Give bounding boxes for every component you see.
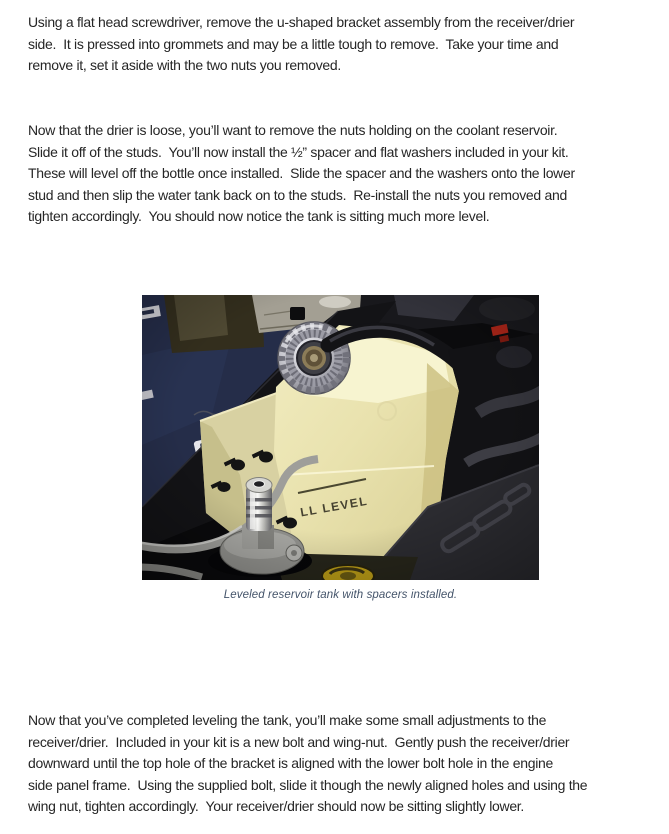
text-line: receiver/drier. Included in your kit is a new bolt and wing-nut. Gently push the receiver/drier	[28, 733, 570, 750]
text-line: Now that you’ve completed leveling the tank, you’ll make some small adjustments to the	[28, 712, 547, 728]
engine-bay-photo-graphic	[142, 295, 539, 580]
figure-caption: Leveled reservoir tank with spacers installed.	[223, 589, 458, 601]
text-line: Now that the drier is loose, you’ll want to remove the nuts holding on the coolant reservoir.	[28, 122, 558, 138]
text-line: Using a flat head screwdriver, remove the u-shaped bracket assembly from the receiver/drier	[28, 14, 575, 30]
engine-bay-photo	[142, 295, 539, 580]
text-line: side panel frame. Using the supplied bolt, slide it though the newly aligned holes and using the	[28, 776, 588, 793]
text-line: side. It is pressed into grommets and may be a little tough to remove. Take your time and	[28, 35, 559, 52]
text-line: Slide it off of the studs. You’ll now install the ½” spacer and flat washers included in your kit.	[28, 143, 569, 160]
photo-vignette	[142, 295, 539, 580]
text-line: stud and then slip the water tank back on to the studs. Re-install the nuts you removed and	[28, 186, 567, 203]
text-line: downward until the top hole of the bracket is aligned with the lower bolt hole in the engine	[28, 755, 553, 772]
paragraph-2	[28, 120, 575, 228]
text-line: tighten accordingly. You should now notice the tank is sitting much more level.	[28, 208, 490, 225]
paragraph-1	[28, 12, 574, 77]
text-line: These will level off the bottle once installed. Slide the spacer and the washers onto the lower	[28, 165, 575, 182]
text-line: wing nut, tighten accordingly. Your receiver/drier should now be sitting slightly lower.	[28, 798, 524, 815]
paragraph-3	[28, 710, 587, 818]
text-line: remove it, set it aside with the two nuts you removed.	[28, 57, 341, 74]
